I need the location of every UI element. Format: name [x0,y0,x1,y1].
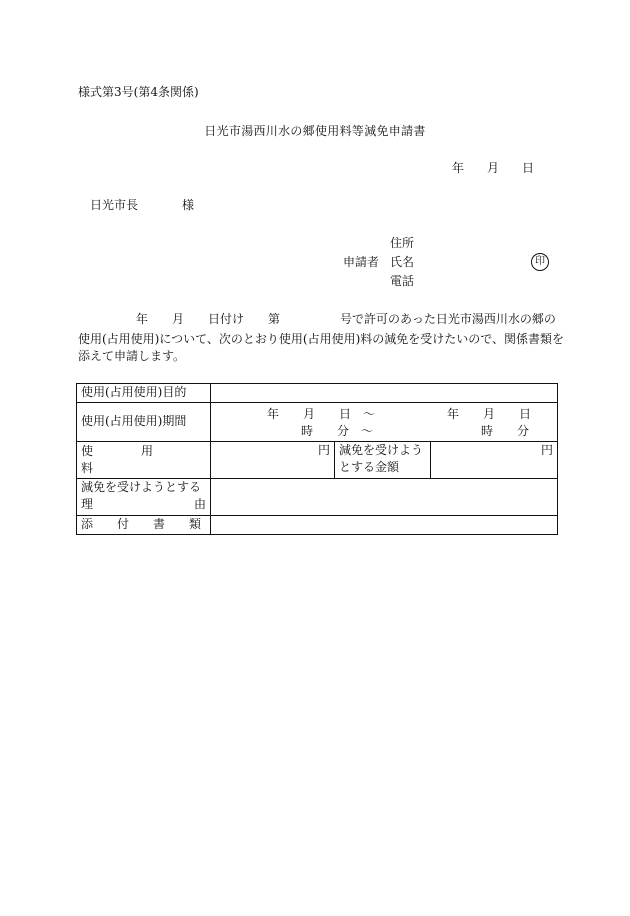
fee-amount-field[interactable] [211,442,335,479]
fee-yen-unit: 円 [317,443,330,457]
seal-icon: 印 [531,253,549,271]
period-field[interactable] [211,403,558,442]
purpose-field[interactable] [211,384,558,403]
date-month-label: 月 [487,161,500,175]
date-year-label: 年 [452,161,465,175]
document-title: 日光市湯西川水の郷使用料等減免申請書 [204,124,426,138]
table-row-reason [77,479,558,516]
application-table [76,383,558,535]
reason-label [77,479,211,516]
reason-label-yu: 由 [193,497,206,512]
reduction-amount-label: 減免を受けようとする金額 [335,442,431,479]
applicant-label: 申請者 [343,255,380,269]
form-number: 様式第3号(第4条関係) [78,85,199,99]
addressee-name: 日光市長 [90,198,139,212]
body-text-line1: 年 月 日付け 第 号で許可のあった日光市湯西川水の郷の [136,312,556,326]
date-day-label: 日 [522,161,535,175]
table-row-attachments [77,516,558,535]
reason-field[interactable] [211,479,558,516]
period-label: 使用(占用使用)期間 [77,403,211,442]
reason-label-line1: 減免を受けようとする [81,480,202,494]
name-label: 氏名 [390,255,415,269]
phone-label: 電話 [390,274,415,288]
period-line1: 年 月 日 ～ 年 月 日 [267,407,532,421]
table-row-fee [77,442,558,479]
attachments-label: 添 付 書 類 [77,516,211,535]
reduction-yen-unit: 円 [540,443,553,457]
reason-label-ri: 理 [81,497,94,512]
period-line2: 時 分 ～ 時 分 [301,424,530,438]
body-text-line3: 添えて申請します。 [78,349,186,363]
address-label: 住所 [390,236,415,250]
reduction-amount-field[interactable] [431,442,558,479]
attachments-field[interactable] [211,516,558,535]
table-row-purpose [77,384,558,403]
addressee-honorific: 様 [182,198,195,212]
body-text-line2: 使用(占用使用)について、次のとおり使用(占用使用)料の減免を受けたいので、関係書類を [78,332,565,346]
fee-label: 使 用 料 [77,442,211,479]
purpose-label: 使用(占用使用)目的 [77,384,211,403]
table-row-period [77,403,558,442]
